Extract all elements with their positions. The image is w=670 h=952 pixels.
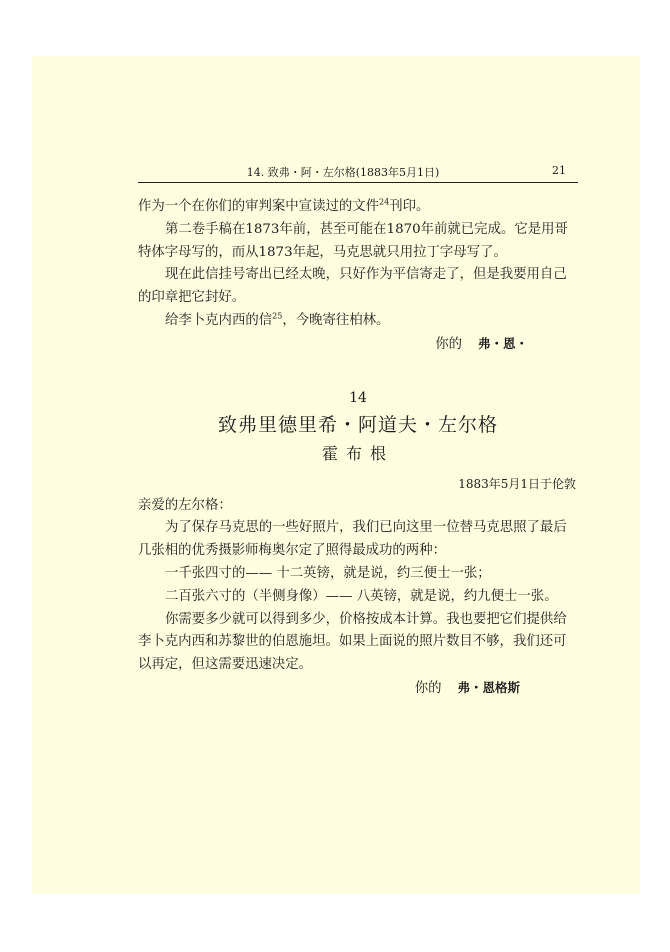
page-number: 21 xyxy=(552,164,566,177)
paragraph-text: 给李卜克内西的信 xyxy=(165,312,273,328)
letter-place: 霍布根 xyxy=(321,443,394,463)
salutation: 亲爱的左尔格： xyxy=(138,497,232,513)
running-title: 14. 致弗・阿・左尔格(1883年5月1日) xyxy=(246,166,440,179)
closing-text: 你的 xyxy=(414,680,442,696)
signature: 弗・恩・ xyxy=(477,335,528,351)
paragraph xyxy=(138,196,578,219)
paragraph: 二百张六寸的（半侧身像）—— 八英镑，就是说，约九便士一张。 xyxy=(165,588,558,604)
paragraph xyxy=(138,310,578,333)
closing-signature xyxy=(138,677,578,701)
closing-text: 你的 xyxy=(435,336,462,352)
paragraph-text: 刊印。 xyxy=(389,199,430,214)
paragraph: 你需要多少就可以得到多少，价格按成本计算。我也要把它们提供给李卜克内西和苏黎世的伯恩施坦。如果上面说的照片数目不够，我们还可以再定，但这需要迅速决定。 xyxy=(138,611,567,673)
paragraph: 第二卷手稿在1873年前，甚至可能在1870年前就已完成。它是用哥特体字母写的，而从1873年起，马克思就只用拉丁字母写了。 xyxy=(138,221,568,260)
paragraph-text: ，今晚寄往柏林。 xyxy=(282,312,390,328)
signature: 弗・恩格斯 xyxy=(457,679,520,695)
page xyxy=(32,56,640,894)
footnote-ref: 24 xyxy=(379,197,390,207)
paragraph: 一千张四寸的—— 十二英镑，就是说，约三便士一张； xyxy=(165,565,491,581)
letter-number: 14 xyxy=(349,389,367,406)
paragraph: 为了保存马克思的一些好照片，我们已向这里一位替马克思照了最后几张相的优秀摄影师梅奥尔定了照得最成功的两种： xyxy=(138,520,567,559)
closing-signature xyxy=(138,333,578,357)
text-body xyxy=(138,196,578,701)
footnote-ref: 25 xyxy=(272,311,283,321)
paragraph-text: 作为一个在你们的审判案中宣读过的文件 xyxy=(138,199,380,214)
paragraph: 现在此信挂号寄出已经太晚，只好作为平信寄走了，但是我要用自己的印章把它封好。 xyxy=(138,267,567,306)
letter-date: 1883年5月1日于伦敦 xyxy=(458,476,576,491)
letter-title: 致弗里德里希・阿道夫・左尔格 xyxy=(217,413,498,436)
running-header xyxy=(138,164,578,183)
